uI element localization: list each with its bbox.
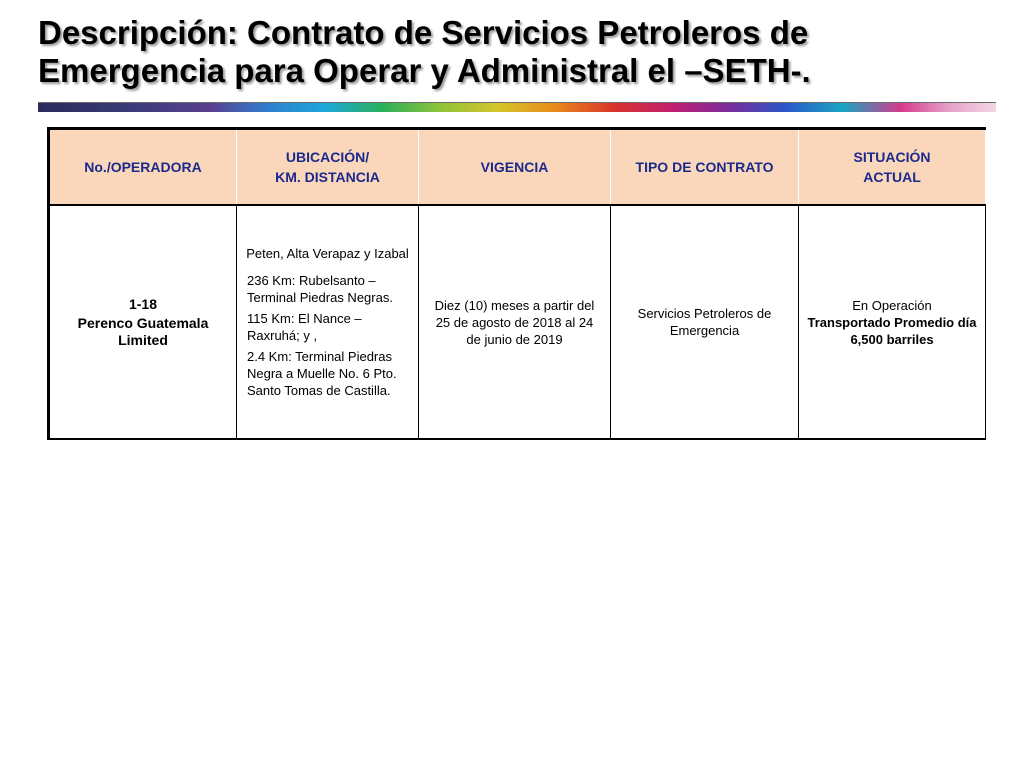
header-ubicacion [237, 129, 419, 206]
ubicacion-item: 115 Km: El Nance – Raxruhá; y , [247, 311, 362, 343]
ubicacion-item: 236 Km: Rubelsanto – Terminal Piedras Negras. [247, 273, 393, 305]
cell-vigencia: Diez (10) meses a partir del 25 de agosto de 2018 al 24 de junio de 2019 [419, 205, 611, 439]
ubicacion-item: 2.4 Km: Terminal Piedras Negra a Muelle No. 6 Pto. Santo Tomas de Castilla. [247, 349, 397, 398]
table-row [49, 205, 986, 439]
operadora-code: 1-18 [128, 295, 158, 312]
header-situacion [799, 129, 986, 206]
ubicacion-head: Peten, Alta Verapaz y Izabal [246, 246, 409, 261]
operadora-name: Perenco Guatemala Limited [77, 314, 209, 348]
header-operadora: No./OPERADORA [49, 129, 237, 206]
header-tipo: TIPO DE CONTRATO [611, 129, 799, 206]
header-ubicacion-line1: UBICACIÓN/ [285, 149, 370, 165]
cell-ubicacion [237, 205, 419, 439]
contract-table [47, 127, 986, 440]
cell-situacion [799, 205, 986, 439]
header-vigencia: VIGENCIA [419, 129, 611, 206]
situacion-main: En Operación [852, 297, 932, 313]
cell-operadora [49, 205, 237, 439]
decorative-rainbow-bar [38, 102, 996, 112]
header-ubicacion-line2: KM. DISTANCIA [275, 169, 380, 185]
table-header-row [49, 129, 986, 206]
header-situacion-line2: ACTUAL [863, 169, 921, 185]
header-situacion-line1: SITUACIÓN [853, 149, 931, 165]
cell-tipo: Servicios Petroleros de Emergencia [611, 205, 799, 439]
slide-title: Descripción: Contrato de Servicios Petroleros de Emergencia para Operar y Administral el –SETH-. [38, 14, 811, 89]
situacion-detail: Transportado Promedio día 6,500 barriles [807, 314, 977, 347]
